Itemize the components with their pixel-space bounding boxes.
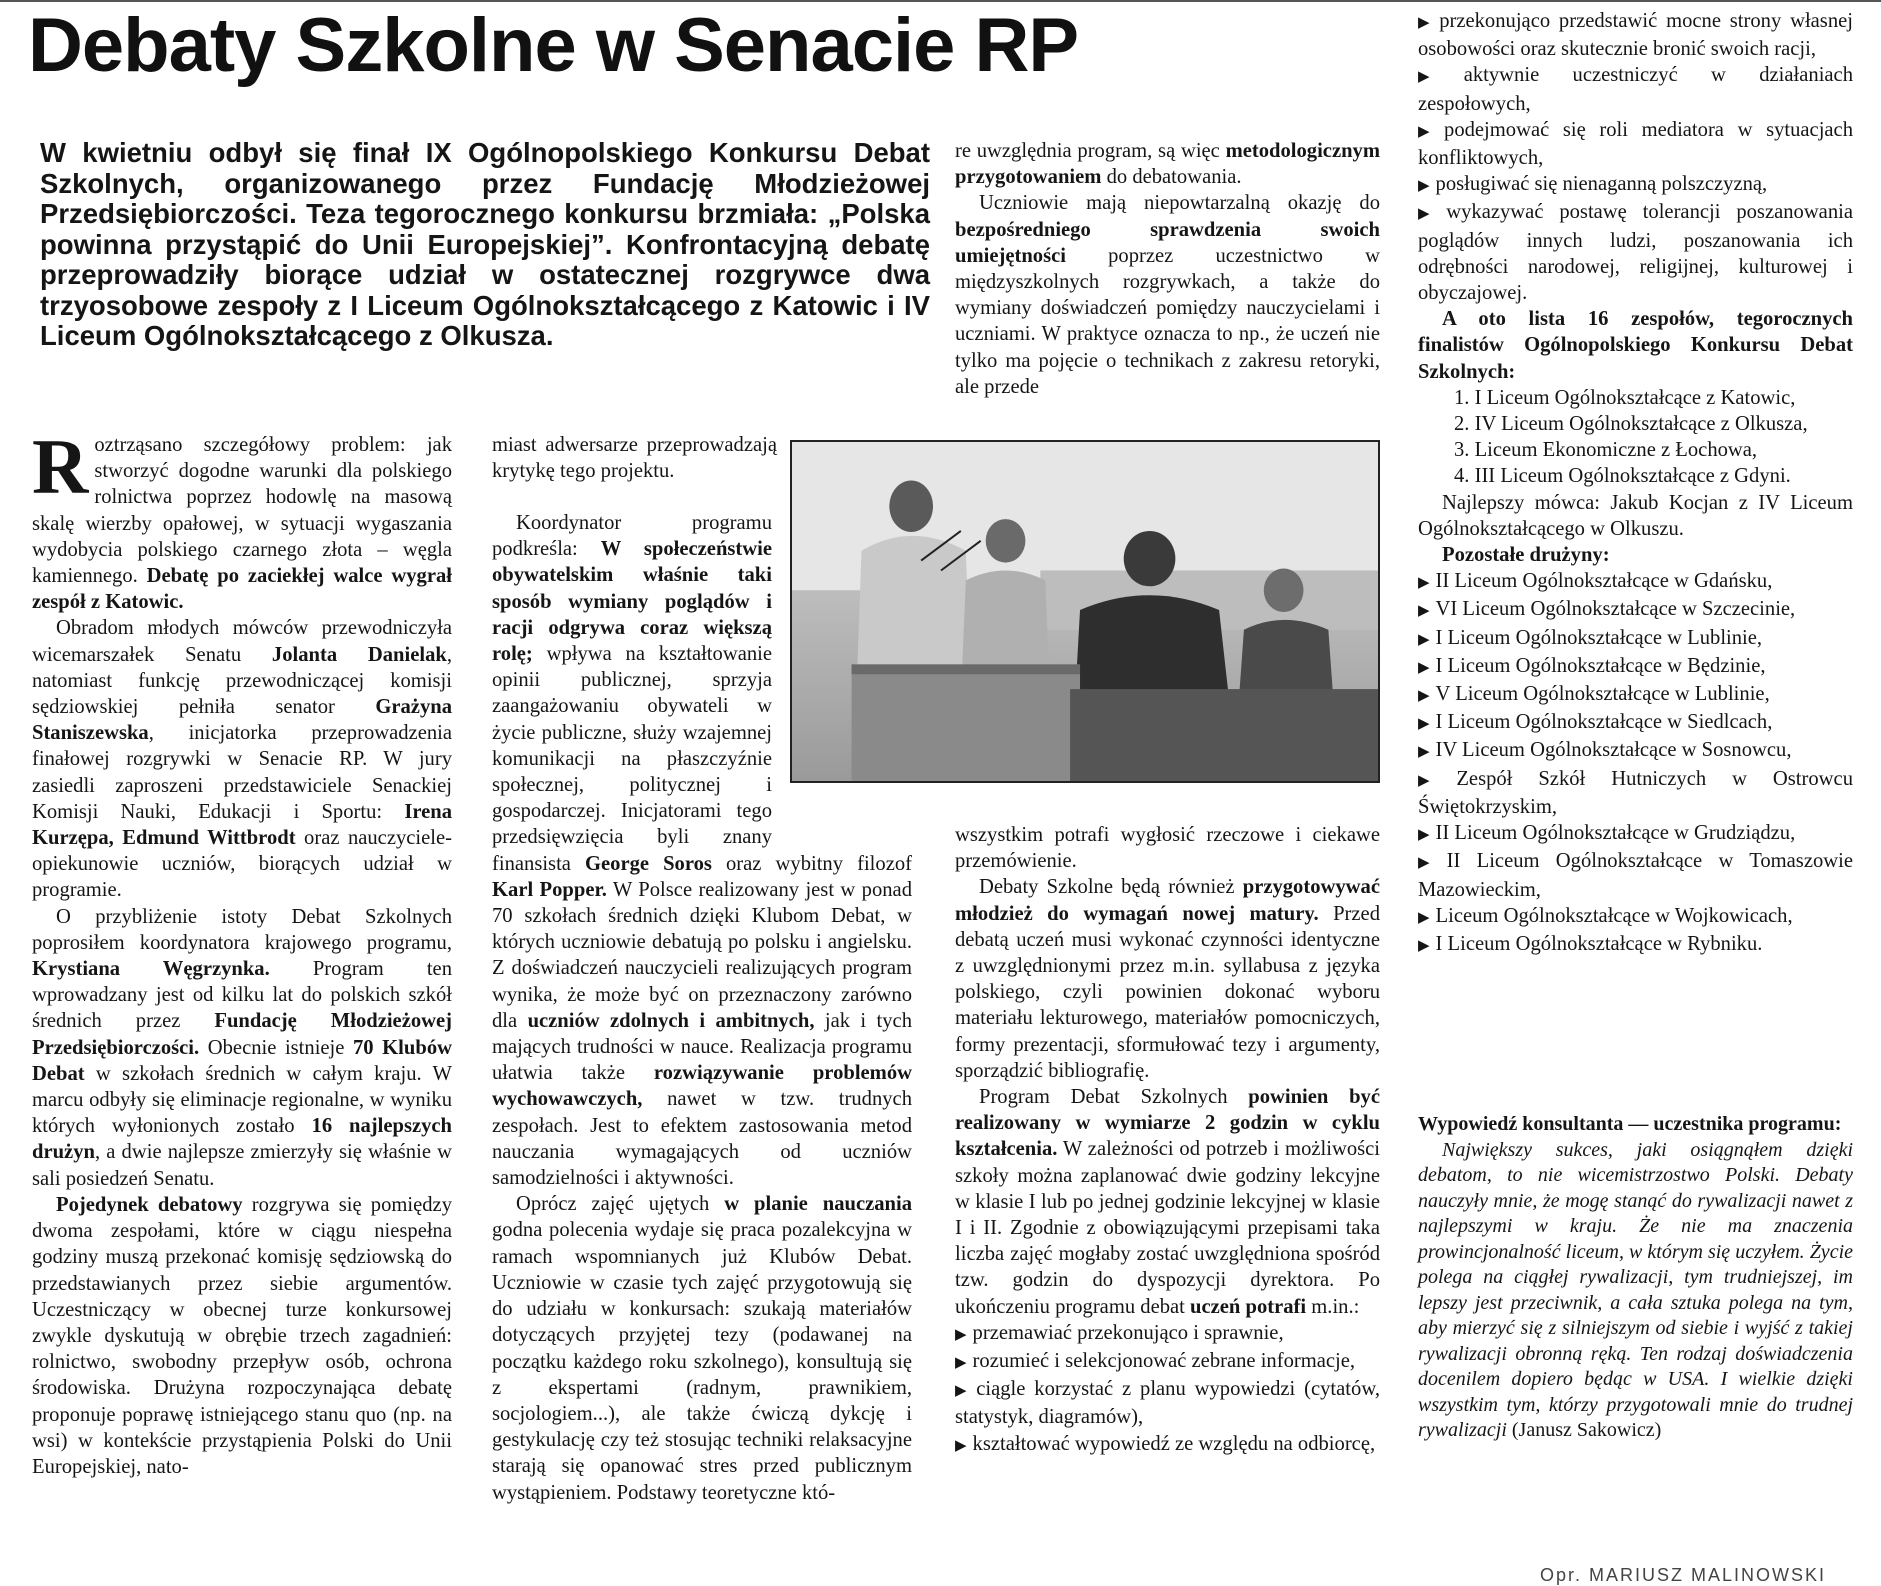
text-bold: 16 najlepszych drużyn (32, 1115, 452, 1164)
text: Debaty Szkolne będą również (979, 876, 1243, 899)
text-bold: w planie nauczania (724, 1193, 912, 1216)
triangle-bullet-icon: ▶ (1418, 178, 1430, 195)
list-item (1418, 848, 1853, 902)
text: Program ten wprowadzany jest od kilku lat do polskich szkół średnich przez (32, 958, 452, 1033)
text: m.in.: (1306, 1295, 1360, 1318)
col3-paragraph-5 (955, 1084, 1380, 1320)
triangle-bullet-icon: ▶ (1418, 688, 1430, 705)
col3-paragraph-2 (955, 190, 1380, 400)
list-item: 1. I Liceum Ogólnokształcące z Katowic, (1454, 386, 1796, 409)
text-bold: bezpośredniego sprawdzenia swoich umiejętności (955, 218, 1380, 267)
skills-list (955, 1320, 1380, 1459)
list-item (1418, 8, 1853, 62)
other-teams-title: Pozostałe drużyny: (1442, 544, 1610, 567)
triangle-bullet-icon: ▶ (955, 1326, 967, 1343)
text-bold: powinien być realizowany w wymiarze 2 godzin w cyklu kształcenia. (955, 1086, 1380, 1161)
list-item-text: V Liceum Ogólnokształcące w Lublinie, (1435, 683, 1770, 706)
text: , a dwie najlepsze zmierzyły się właśnie w sali posiedzeń Senatu. (32, 1141, 452, 1190)
col1-paragraph-4 (32, 1192, 452, 1480)
consultant-quote-box (1418, 1112, 1853, 1444)
list-item (1418, 171, 1853, 199)
person-name: Grażyna Staniszewska (32, 696, 452, 745)
text-bold: przygotowywać młodzież do wymagań nowej matury. (955, 876, 1380, 925)
text: do debatowania. (1101, 166, 1242, 189)
list-item-text: I Liceum Ogólnokształcące w Rybniku. (1435, 932, 1763, 955)
quote-title: Wypowiedź konsultanta — uczestnika programu: (1418, 1113, 1842, 1135)
column-1 (32, 423, 453, 1480)
triangle-bullet-icon: ▶ (1418, 744, 1430, 761)
col1-paragraph-2 (32, 615, 452, 903)
triangle-bullet-icon: ▶ (1418, 15, 1434, 31)
list-item-text: Liceum Ogólnokształcące w Wojkowicach, (1435, 904, 1793, 927)
list-item (1418, 199, 1853, 306)
text: oraz wybitny filozof (711, 852, 912, 875)
text-bold: 70 Klubów Debat (32, 1036, 452, 1085)
list-item: 4. III Liceum Ogólnokształcące z Gdyni. (1454, 465, 1791, 488)
text: wpływa na kształtowanie opinii publicznej, sprzyja zaangażowaniu obywateli w życie publiczne, służy wzajemnej komunikacji na płaszczyźnie społecznej, politycznej i gospodarczej. Inicjatorami tego przedsięwzięcia byli znany finansista (492, 643, 772, 875)
text: Obecnie istnieje (199, 1036, 353, 1059)
col1-paragraph-3 (32, 904, 452, 1192)
text: , inicjatorka przeprowadzenia finałowej rozgrywki w Senacie RP. W jury zasiedli zaproszeni przedstawiciele Senackiej Komisji Nauki, Edukacji i Sportu: (32, 722, 452, 823)
text: Oprócz zajęć ujętych (516, 1193, 725, 1216)
list-item-text: II Liceum Ogólnokształcące w Gdańsku, (1435, 570, 1773, 593)
lead-paragraph: W kwietniu odbył się finał IX Ogólnopolskiego Konkursu Debat Szkolnych, organizowanego przez Fundację Młodzieżowej Przedsiębiorczości. Teza tegorocznego konkursu brzmiała: „Polska powinna przystąpić do Unii Europejskiej”. Konfrontacyjną debatę przeprowadziły biorące udział w ostatecznej rozgrywce dwa trzyosobowe zespoły z I Liceum Ogólnokształcącego z Katowic i IV Liceum Ogólnokształcącego z Olkusza. (40, 137, 930, 351)
list-item (955, 1376, 1380, 1430)
triangle-bullet-icon: ▶ (1418, 123, 1439, 140)
skills-list-continued (1418, 8, 1853, 306)
list-item: 3. Liceum Ekonomiczne z Łochowa, (1454, 439, 1758, 462)
text: Program Debat Szkolnych (979, 1086, 1249, 1109)
list-item-text: wykazywać postawę tolerancji poszanowania poglądów innych ludzi, poszanowania ich odrębności narodowej, religijnej, kulturowej i obyczajowej. (1418, 201, 1853, 305)
list-item (1418, 681, 1853, 709)
col3-paragraph-4 (955, 874, 1380, 1084)
quote-body: Największy sukces, jaki osiągnąłem dzięki debatom, to nie wicemistrzostwo Polski. Debaty nauczyły mnie, że mogę stanąć do rywalizacji nawet z najlepszymi w kraju. Że nie ma znaczenia prowincjonalność liceum, w którym się uczyłem. Życie polega na ciągłej rywalizacji, tym trudniejszej, im lepszy jest przeciwnik, a cała sztuka polega na tym, aby mierzyć się z silniejszym od siebie i wyjść z takiej rywalizacji obronną ręką. Ten rodzaj doświadczenia docenilem dopiero będąc w USA. I wielkie dzięki wszystkim tym, którzy przygotowali mnie do trudnej rywalizacji (1418, 1138, 1853, 1441)
text: jak i tych mających trudności w nauce. Realizacja programu ułatwia także (492, 1009, 912, 1085)
text: O przybliżenie istoty Debat Szkolnych poprosiłem koordynatora krajowego programu, (32, 905, 452, 954)
triangle-bullet-icon: ▶ (1418, 659, 1430, 676)
list-item (1418, 903, 1853, 931)
column-3-top (955, 138, 1380, 400)
list-item (1418, 625, 1853, 653)
triangle-bullet-icon: ▶ (1418, 855, 1441, 872)
list-item-text: przemawiać przekonująco i sprawnie, (972, 1321, 1284, 1344)
col3-paragraph-1 (955, 138, 1380, 190)
text-bold: W społeczeństwie obywatelskim właśnie taki sposób wymiany poglądów i racji odgrywa coraz większą rolę; (492, 538, 773, 666)
list-item-text: I Liceum Ogólnokształcące w Będzinie, (1435, 654, 1766, 677)
text: Obradom młodych mówców przewodniczyła wicemarszałek Senatu (32, 617, 452, 666)
text-bold: rozwiązywanie problemów wychowawczych, (492, 1062, 913, 1111)
text: Koordynator programu podkreśla: (492, 512, 772, 561)
list-item-text: VI Liceum Ogólnokształcące w Szczecinie, (1435, 598, 1796, 621)
triangle-bullet-icon: ▶ (955, 1355, 967, 1372)
list-item-text: II Liceum Ogólnokształcące w Grudziądzu, (1435, 822, 1796, 845)
triangle-bullet-icon: ▶ (1418, 575, 1430, 592)
text: W Polsce realizowany jest w ponad 70 szkołach średnich dzięki Klubom Debat, w których uczniowie debatują po polsku i angielsku. Z doświadczeń nauczycieli realizujących program wynika, że może być on przeznaczony zarówno dla (492, 878, 912, 1032)
headline: Debaty Szkolne w Senacie RP (28, 3, 1079, 88)
column-4 (1418, 8, 1853, 959)
text: re uwzględnia program, są więc (955, 140, 1226, 162)
person-name: Irena Kurzępa, Edmund Wittbrodt (32, 800, 452, 850)
text: , natomiast funkcję przewodniczącej komisji sędziowskiej pełniła senator (32, 643, 452, 719)
text: w szkołach średnich w całym kraju. W marcu odbyły się eliminacje regionalne, w wyniku których wyłonionych zostało (32, 1062, 452, 1138)
list-item (1418, 820, 1853, 848)
text: nawet w tzw. trudnych zespołach. Jest to efektem zastosowania metod nauczania wymagających od uczniów samodzielności i aktywności. (492, 1088, 912, 1190)
list-item-text: przekonująco przedstawić mocne strony własnej osobowości oraz skutecznie bronić swoich racji, (1418, 10, 1853, 61)
text-bold: Pojedynek debatowy (56, 1193, 243, 1216)
text-bold: Debatę po zaciekłej walce wygrał zespół z Katowic. (32, 565, 452, 614)
triangle-bullet-icon: ▶ (1418, 716, 1430, 733)
list-item (955, 1431, 1380, 1459)
col1-paragraph-1 (32, 423, 452, 615)
text: oztrząsano szczegółowy problem: jak stworzyć dogodne warunki dla polskiego rolnictwa poprzez hodowlę na masową skalę wierzby opałowej, w sytuacji wygaszania wydobycia polskiego czarnego złota – węgla kamiennego. (32, 434, 452, 588)
triangle-bullet-icon: ▶ (1418, 206, 1441, 223)
list-item-text: kształtować wypowiedź ze względu na odbiorcę, (972, 1432, 1376, 1455)
list-item-text: ciągle korzystać z planu wypowiedzi (cytatów, statystyk, diagramów), (955, 1378, 1380, 1429)
best-speaker: Najlepszy mówca: Jakub Kocjan z IV Liceum Ogólnokształcącego w Olkuszu. (1418, 491, 1853, 540)
drop-cap: R (32, 423, 89, 510)
triangle-bullet-icon: ▶ (1418, 69, 1458, 86)
text-bold: Fundację Młodzieżowej Przedsiębiorczości. (32, 1010, 453, 1059)
list-item-text: podejmować się roli mediatora w sytuacjach konfliktowych, (1418, 118, 1853, 170)
list-item-text: Zespół Szkół Hutniczych w Ostrowcu Świętokrzyskim, (1418, 767, 1853, 818)
person-name: George Soros (585, 852, 712, 875)
quote-text (1418, 1138, 1853, 1444)
col2-paragraph-1: miast adwersarze przeprowadzają krytykę tego projektu. (492, 434, 777, 483)
list-item (1418, 653, 1853, 681)
triangle-bullet-icon: ▶ (1418, 937, 1430, 954)
list-item (1418, 709, 1853, 737)
list-item (1418, 62, 1853, 116)
text-bold: uczniów zdolnych i ambitnych, (527, 1009, 815, 1032)
list-item-text: II Liceum Ogólnokształcące w Tomaszowie Mazowieckim, (1418, 850, 1853, 901)
list-item (955, 1320, 1380, 1348)
list-item-text: I Liceum Ogólnokształcące w Lublinie, (1435, 626, 1763, 649)
text: godna polecenia wydaje się praca pozalekcyjna w ramach wspomnianych już Klubów Debat. Uczniowie w czasie tych zajęć przygotowują się do udziału w konkursach: szukają materiałów dotyczących przyjętej tezy (podawanej na początku każdego roku szkolnego), konsultują się z ekspertami (radnym, prawnikiem, socjologiem...), ale także ćwiczą dykcję i gestykulację czy też stosując techniki relaksacyjne starają się opanować stres przed publicznym wystąpieniem. Podstawy teoretyczne któ- (492, 1219, 912, 1504)
person-name: Karl Popper. (492, 878, 607, 901)
col3-paragraph-3: wszystkim potrafi wygłosić rzeczowe i ciekawe przemówienie. (955, 824, 1380, 873)
triangle-bullet-icon: ▶ (1418, 827, 1430, 844)
photo-image (792, 442, 1378, 781)
text: oraz nauczyciele-opiekunowie uczniów, biorących udział w programie. (32, 827, 452, 902)
triangle-bullet-icon: ▶ (1418, 631, 1430, 648)
list-item: 2. IV Liceum Ogólnokształcące z Olkusza, (1454, 413, 1808, 436)
list-item-text: rozumieć i selekcjonować zebrane informacje, (972, 1350, 1356, 1373)
text: W zależności od potrzeb i możliwości szkoły można zaplanować dwie godziny lekcyjne w klasie I lub po jednej godzinie lekcyjnej w klasie I i II. Zgodnie z obowiązującymi przepisami taka liczba zajęć mogłaby zostać uwzględniona spośród tzw. godzin do dyspozycji dyrektora. Po ukończeniu programu debat (955, 1138, 1380, 1318)
col2-paragraph-3 (492, 1191, 912, 1505)
person-name: Jolanta Danielak (271, 643, 447, 666)
list-item (1418, 568, 1853, 596)
top-four-list (1418, 385, 1853, 490)
list-item-text: I Liceum Ogólnokształcące w Siedlcach, (1435, 711, 1773, 734)
column-2 (492, 432, 777, 484)
quote-author: (Janusz Sakowicz) (1506, 1419, 1662, 1441)
finalists-intro: A oto lista 16 zespołów, tegorocznych finalistów Ogólnopolskiego Konkursu Debat Szkolnych: (1418, 308, 1853, 383)
triangle-bullet-icon: ▶ (955, 1383, 971, 1400)
list-item-text: posługiwać się nienaganną polszczyzną, (1435, 173, 1768, 196)
list-item-text: IV Liceum Ogólnokształcące w Sosnowcu, (1435, 739, 1792, 762)
list-item (1418, 596, 1853, 624)
triangle-bullet-icon: ▶ (1418, 772, 1451, 789)
column-3-bottom (955, 822, 1380, 1459)
triangle-bullet-icon: ▶ (1418, 909, 1430, 926)
senate-debate-photo (790, 440, 1380, 783)
text: rozgrywa się pomiędzy dwoma zespołami, które w ciągu niespełna godziny muszą przekonać komisję sędziowską do przedstawianych przez siebie argumentów. Uczestniczący w obecnej turze konkursowej zwykle dyskutują w obrębie trzech zagadnień: rolnictwo, swobodny przepływ osób, ochrona środowiska. Drużyna rozpoczynająca debatę proponuje poprawę istniejącego stanu quo (np. na wsi) w kontekście przystąpienia Polski do Unii Europejskiej, nato- (32, 1193, 452, 1478)
list-item (1418, 766, 1853, 820)
text: Przed debatą uczeń musi wykonać czynności identyczne z uwzględnionymi przez m.in. syllabusa z języka polskiego, czyli powinien dokonać wyboru materiału lekturowego, materiałów pomocniczych, formy prezentacji, sformułować tezy i argumenty, sporządzić bibliografię. (955, 902, 1380, 1082)
triangle-bullet-icon: ▶ (1418, 603, 1430, 620)
byline: Opr. MARIUSZ MALINOWSKI (1540, 1565, 1827, 1585)
text-bold: metodologicznym przygotowaniem (955, 140, 1380, 189)
list-item (955, 1348, 1380, 1376)
other-teams-list (1418, 568, 1853, 959)
text-bold: uczeń potrafi (1190, 1295, 1307, 1318)
list-item (1418, 931, 1853, 959)
list-item (1418, 737, 1853, 765)
text: poprzez uczestnictwo w międzyszkolnych rozgrywkach, a także do wymiany doświadczeń pomiędzy nauczycielami i uczniami. W praktyce oznacza to np., że uczeń nie tylko ma pojęcie o technikach z zakresu retoryki, ale przede (955, 244, 1380, 398)
triangle-bullet-icon: ▶ (955, 1437, 967, 1454)
list-item (1418, 117, 1853, 171)
person-name: Krystiana Węgrzynka. (32, 958, 270, 981)
text: Uczniowie mają niepowtarzalną okazję do (979, 192, 1380, 215)
list-item-text: aktywnie uczestniczyć w działaniach zespołowych, (1418, 64, 1853, 115)
